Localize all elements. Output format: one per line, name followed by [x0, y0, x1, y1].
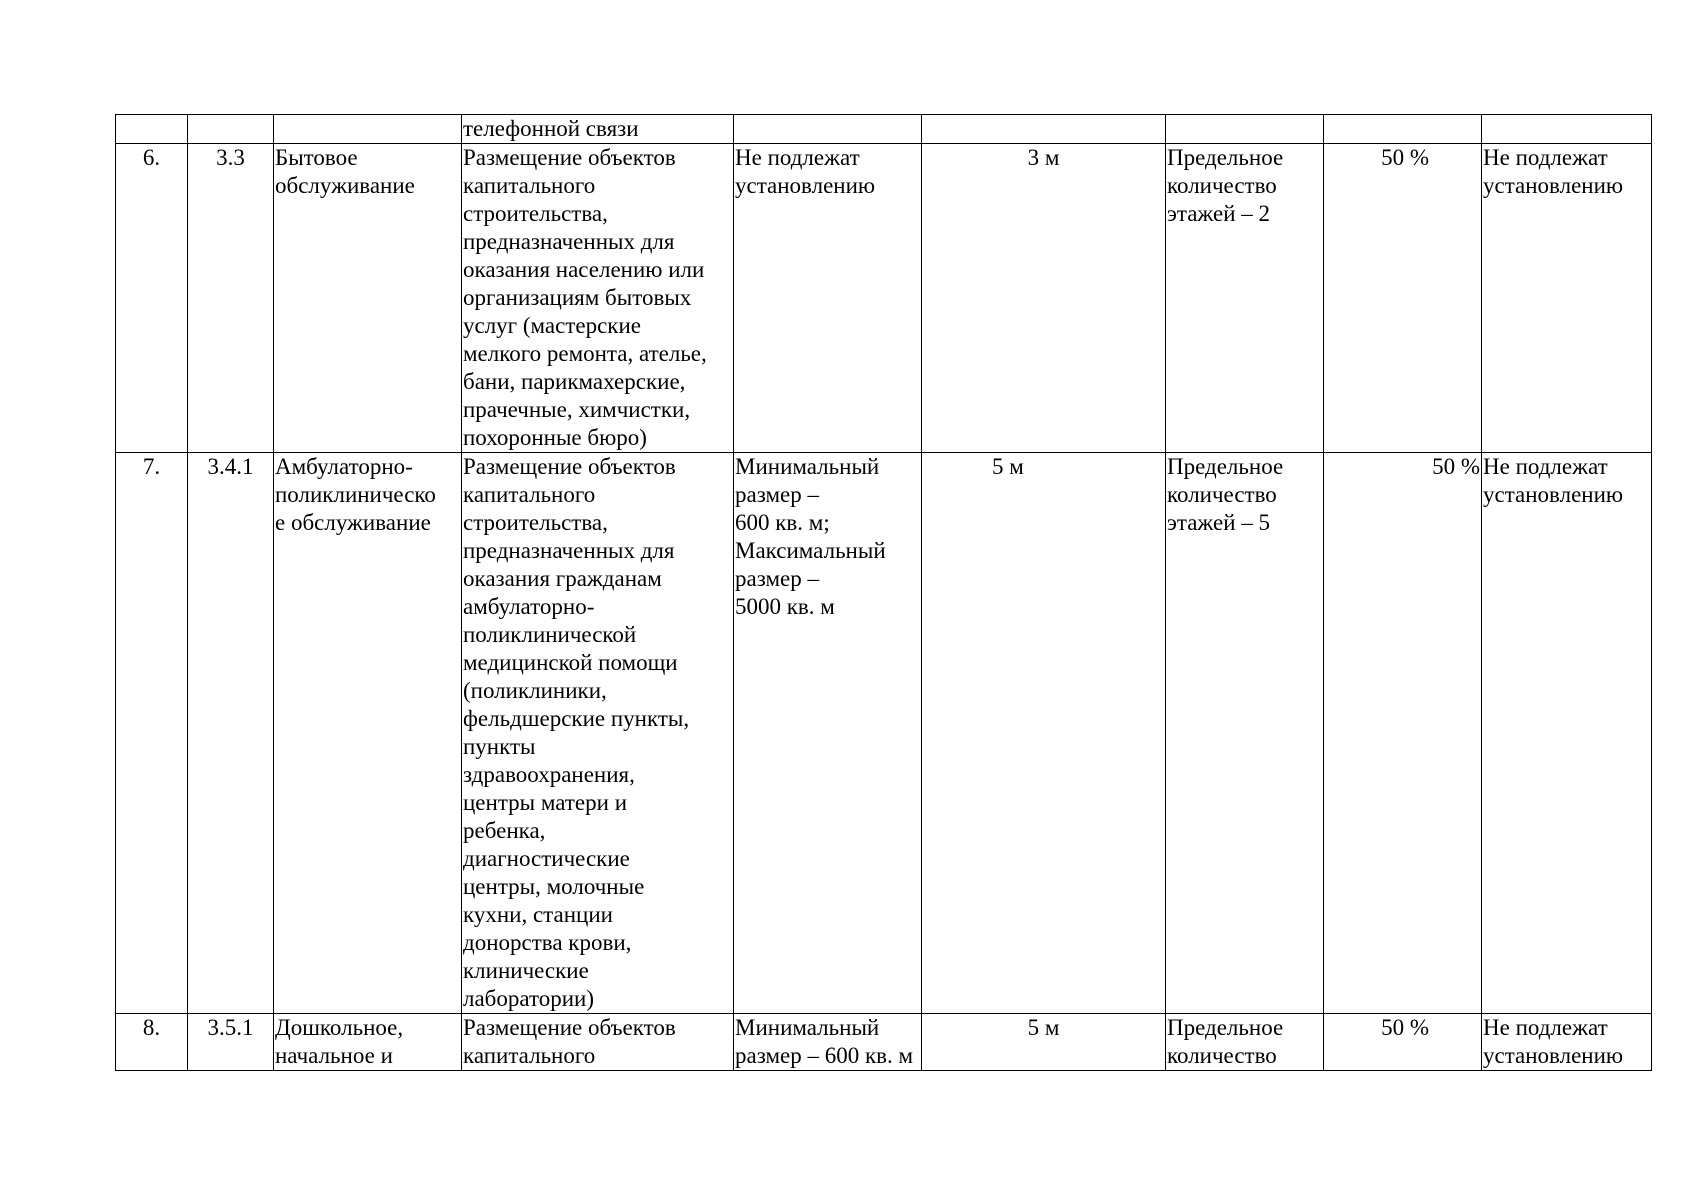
use-code-cell: 3.3 — [188, 144, 274, 453]
restrictions-cell: Не подлежат установлению — [1482, 453, 1652, 1014]
row-number-cell: 8. — [116, 1014, 188, 1071]
use-code-cell: 3.4.1 — [188, 453, 274, 1014]
plot-size-cell: Не подлежат установлению — [734, 144, 922, 453]
floors-limit-cell: Предельное количество — [1166, 1014, 1324, 1071]
table-row — [116, 144, 1652, 453]
restrictions-cell: Не подлежат установлению — [1482, 1014, 1652, 1071]
use-code-cell — [188, 115, 274, 144]
restrictions-cell: Не подлежат установлению — [1482, 144, 1652, 453]
use-description-cell: Размещение объектов капитального — [462, 1014, 734, 1071]
plot-size-cell: Минимальный размер – 600 кв. м — [734, 1014, 922, 1071]
coverage-percent-cell: 50 % — [1324, 144, 1482, 453]
floors-limit-cell: Предельное количество этажей – 2 — [1166, 144, 1324, 453]
table-row — [116, 453, 1652, 1014]
min-indent-cell: 5 м — [922, 1014, 1166, 1071]
min-indent-cell — [922, 115, 1166, 144]
floors-limit-cell: Предельное количество этажей – 5 — [1166, 453, 1324, 1014]
use-name-cell: Амбулаторно- поликлиническо е обслуживание — [274, 453, 462, 1014]
use-name-cell: Дошкольное, начальное и — [274, 1014, 462, 1071]
plot-size-cell — [734, 115, 922, 144]
use-name-cell: Бытовое обслуживание — [274, 144, 462, 453]
use-description-cell: Размещение объектов капитального строительства, предназначенных для оказания гражданам амбулаторно- поликлинической медицинской помощи (поликлиники, фельдшерские пункты, пункты здравоохранения, центры матери и ребенка, диагностические центры, молочные кухни, станции донорства крови, клинические лаборатории) — [462, 453, 734, 1014]
use-description-cell: Размещение объектов капитального строительства, предназначенных для оказания населению или организациям бытовых услуг (мастерские мелкого ремонта, ателье, бани, парикмахерские, прачечные, химчистки, похоронные бюро) — [462, 144, 734, 453]
coverage-percent-cell — [1324, 115, 1482, 144]
restrictions-cell — [1482, 115, 1652, 144]
coverage-percent-cell: 50 % — [1324, 1014, 1482, 1071]
min-indent-cell: 5 м — [922, 453, 1166, 1014]
min-indent-cell: 3 м — [922, 144, 1166, 453]
coverage-percent-cell: 50 % — [1324, 453, 1482, 1014]
use-name-cell — [274, 115, 462, 144]
row-number-cell: 6. — [116, 144, 188, 453]
row-number-cell — [116, 115, 188, 144]
floors-limit-cell — [1166, 115, 1324, 144]
table-row — [116, 1014, 1652, 1071]
row-number-cell: 7. — [116, 453, 188, 1014]
land-use-regulations-table — [115, 114, 1652, 1071]
use-code-cell: 3.5.1 — [188, 1014, 274, 1071]
plot-size-cell: Минимальный размер – 600 кв. м; Максимальный размер – 5000 кв. м — [734, 453, 922, 1014]
use-description-cell: телефонной связи — [462, 115, 734, 144]
table-row — [116, 115, 1652, 144]
